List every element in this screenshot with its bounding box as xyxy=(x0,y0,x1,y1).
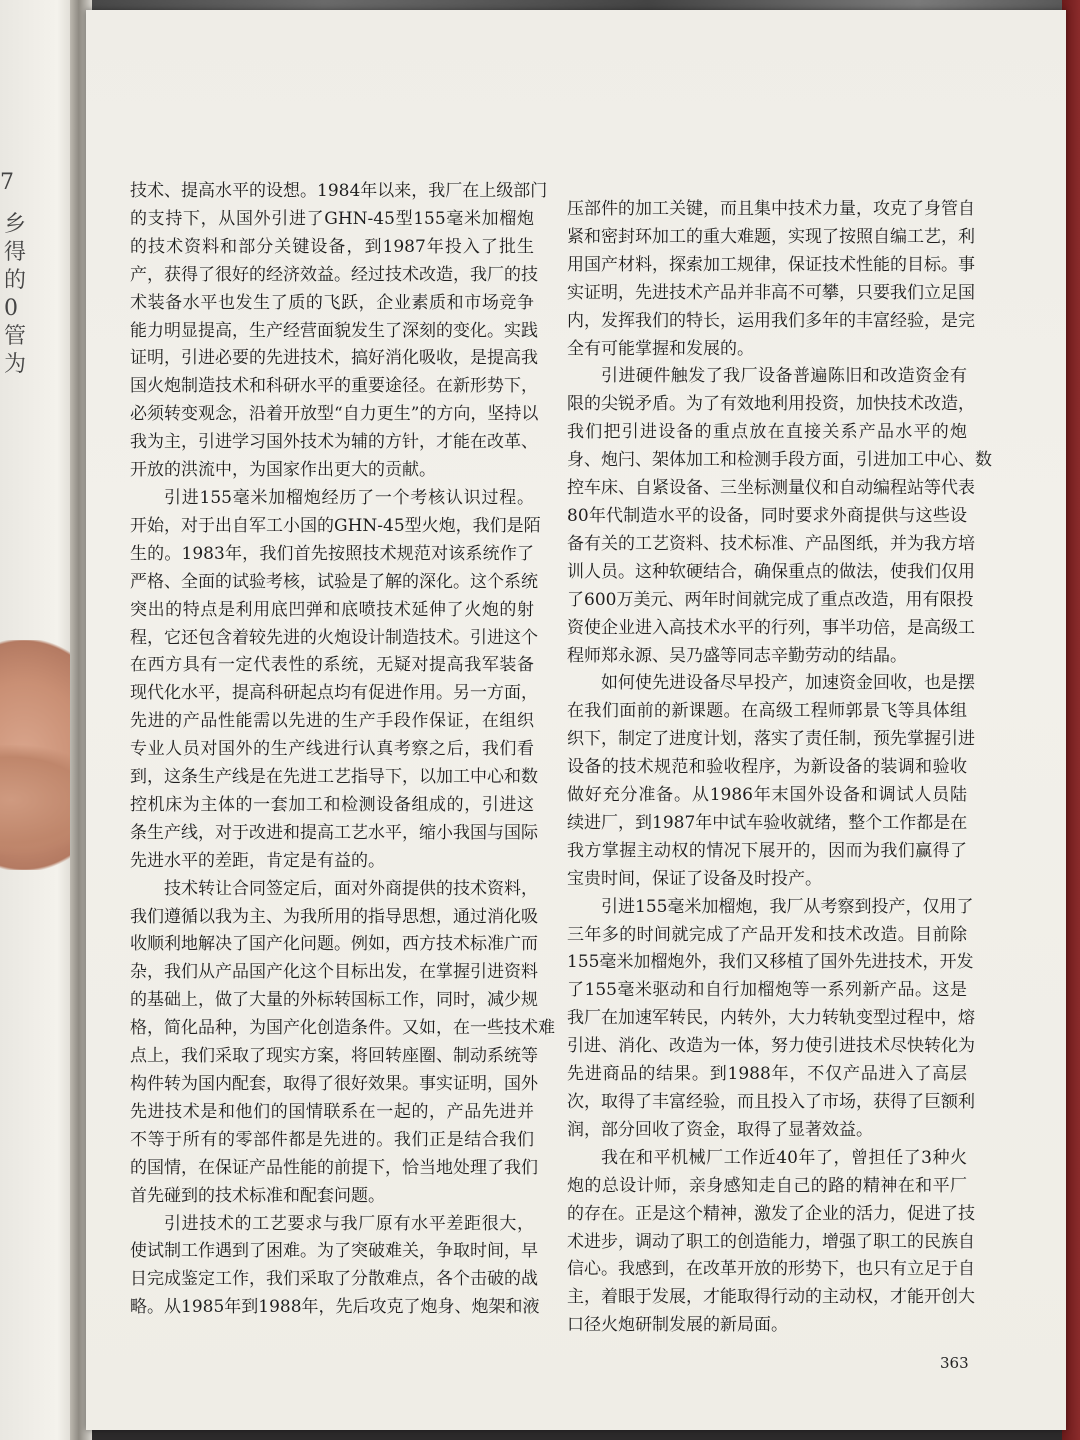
text-line: 实证明，先进技术产品并非高不可攀，只要我们立足国 xyxy=(567,282,975,303)
text-line: 的基础上，做了大量的外标转国标工作，同时，减少规 xyxy=(130,990,538,1011)
text-line: 的存在。正是这个精神，激发了企业的活力，促进了技 xyxy=(567,1203,975,1224)
text-line: 宝贵时间，保证了设备及时投产。 xyxy=(567,868,822,889)
text-line: 使试制工作遇到了困难。为了突破难关，争取时间，早 xyxy=(130,1241,538,1262)
right-text-column xyxy=(567,196,992,1340)
facing-page-glyph: 为 xyxy=(4,352,27,377)
text-line: 全有可能掌握和发展的。 xyxy=(567,338,754,359)
text-line: 训人员。这种软硬结合，确保重点的做法，使我们仅用 xyxy=(567,561,975,582)
text-line: 主，着眼于发展，才能取得行动的主动权，才能开创大 xyxy=(567,1287,975,1308)
page-number: 363 xyxy=(940,1354,969,1372)
text-line: 口径火炮研制发展的新局面。 xyxy=(567,1315,788,1336)
text-line: 的支持下，从国外引进了GHN-45型155毫米加榴炮 xyxy=(130,208,534,229)
text-line: 严格、全面的试验考核，试验是了解的深化。这个系统 xyxy=(130,571,538,592)
text-line: 设备的技术规范和验收程序，为新设备的装调和验收 xyxy=(567,757,967,778)
text-line: 引进技术的工艺要求与我厂原有水平差距很大， xyxy=(164,1213,534,1234)
facing-page-glyph: 7 xyxy=(0,170,14,195)
text-line: 资使企业进入高技术水平的行列，事半功倍，是高级工 xyxy=(567,617,975,638)
text-line: 我厂在加速军转民，内转外，大力转轨变型过程中，熔 xyxy=(567,1008,975,1029)
text-line: 证明，引进必要的先进技术，搞好消化吸收，是提高我 xyxy=(130,348,538,369)
text-line: 引进155毫米加榴炮，我厂从考察到投产，仅用了 xyxy=(601,896,974,917)
text-line: 炮的总设计师，亲身感知走自己的路的精神在和平厂 xyxy=(567,1175,967,1196)
text-line: 如何使先进设备尽早投产，加速资金回收，也是摆 xyxy=(601,673,975,694)
text-line: 点上，我们采取了现实方案，将回转座圈、制动系统等 xyxy=(130,1046,538,1067)
text-line: 在我们面前的新课题。在高级工程师郭景飞等具体组 xyxy=(567,701,967,722)
text-line: 术装备水平也发生了质的飞跃，企业素质和市场竞争 xyxy=(130,292,534,313)
text-line: 织下，制定了进度计划，落实了责任制，预先掌握引进 xyxy=(567,729,975,750)
text-line: 开放的洪流中，为国家作出更大的贡献。 xyxy=(130,460,436,481)
text-line: 次，取得了丰富经验，而且投入了市场，获得了巨额利 xyxy=(567,1092,975,1112)
text-line: 必须转变观念，沿着开放型“自力更生”的方向，坚持以 xyxy=(130,404,539,425)
text-line: 润，部分回收了资金，取得了显著效益。 xyxy=(567,1119,873,1140)
text-line: 备有关的工艺资料、技术标准、产品图纸，并为我方培 xyxy=(567,533,975,554)
text-line: 压部件的加工关键，而且集中技术力量，攻克了身管自 xyxy=(567,199,975,219)
text-line: 日完成鉴定工作，我们采取了分散难点，各个击破的战 xyxy=(130,1269,538,1290)
text-line: 构件转为国内配套，取得了很好效果。事实证明，国外 xyxy=(130,1074,538,1094)
text-line: 我在和平机械厂工作近40年了，曾担任了3种火 xyxy=(601,1147,967,1168)
text-line: 现代化水平，提高科研起点均有促进作用。另一方面， xyxy=(130,683,538,704)
text-line: 我们遵循以我为主、为我所用的指导思想，通过消化吸 xyxy=(130,906,538,927)
text-line: 限的尖锐矛盾。为了有效地利用投资，加快技术改造， xyxy=(567,394,975,415)
text-line: 不等于所有的零部件都是先进的。我们正是结合我们 xyxy=(130,1129,534,1150)
text-line: 引进、消化、改造为一体，努力使引进技术尽快转化为 xyxy=(567,1036,975,1057)
text-line: 国火炮制造技术和科研水平的重要途径。在新形势下， xyxy=(130,376,538,397)
facing-page-glyph: 的 xyxy=(4,268,27,293)
text-line: 开始，对于出自军工小国的GHN-45型火炮，我们是陌 xyxy=(130,515,541,536)
text-line: 专业人员对国外的生产线进行认真考察之后，我们看 xyxy=(130,739,534,760)
text-line: 引进155毫米加榴炮经历了一个考核认识过程。 xyxy=(164,487,534,508)
text-line: 的国情，在保证产品性能的前提下，恰当地处理了我们 xyxy=(130,1157,538,1178)
text-line: 我方掌握主动权的情况下展开的，因而为我们赢得了 xyxy=(567,840,967,861)
text-line: 我为主，引进学习国外技术为辅的方针，才能在改革、 xyxy=(130,432,538,453)
text-line: 用国产材料，探索加工规律，保证技术性能的目标。事 xyxy=(567,254,975,275)
text-line: 略。从1985年到1988年，先后攻克了炮身、炮架和液 xyxy=(130,1297,540,1318)
text-line: 先进商品的结果。到1988年，不仅产品进入了高层 xyxy=(567,1064,967,1085)
text-line: 首先碰到的技术标准和配套问题。 xyxy=(130,1185,385,1206)
text-line: 80年代制造水平的设备，同时要求外商提供与这些设 xyxy=(567,505,967,526)
text-line: 技术转让合同签定后，面对外商提供的技术资料， xyxy=(164,878,538,899)
text-line: 先进水平的差距，肯定是有益的。 xyxy=(130,850,385,871)
text-line: 生的。1983年，我们首先按照技术规范对该系统作了 xyxy=(130,543,534,564)
text-line: 程师郑永源、吴乃盛等同志辛勤劳动的结晶。 xyxy=(567,645,907,666)
text-line: 155毫米加榴炮外，我们又移植了国外先进技术，开发 xyxy=(567,952,974,973)
text-line: 我们把引进设备的重点放在直接关系产品水平的炮 xyxy=(567,422,967,443)
text-line: 术进步，调动了职工的创造能力，增强了职工的民族自 xyxy=(567,1231,975,1252)
facing-page-glyph: 得 xyxy=(4,240,27,265)
text-line: 引进硬件触发了我厂设备普遍陈旧和改造资金有 xyxy=(601,366,967,387)
left-text-column xyxy=(130,178,555,1322)
text-line: 杂，我们从产品国产化这个目标出发，在掌握引进资料 xyxy=(130,962,538,983)
text-line: 内，发挥我们的特长，运用我们多年的丰富经验，是完 xyxy=(567,310,975,331)
facing-page-glyph: 管 xyxy=(4,324,27,349)
text-line: 产，获得了很好的经济效益。经过技术改造，我厂的技 xyxy=(130,264,538,285)
facing-page-glyph: 0 xyxy=(4,296,18,321)
text-line: 紧和密封环加工的重大难题，实现了按照自编工艺，利 xyxy=(567,226,975,247)
text-line: 能力明显提高，生产经营面貌发生了深刻的变化。实践 xyxy=(130,320,538,341)
text-line: 的技术资料和部分关键设备，到1987年投入了批生 xyxy=(130,236,534,257)
text-line: 条生产线，对于改进和提高工艺水平，缩小我国与国际 xyxy=(130,822,538,843)
text-line: 身、炮闩、架体加工和检测手段方面，引进加工中心、数 xyxy=(567,450,992,471)
text-line: 三年多的时间就完成了产品开发和技术改造。目前除 xyxy=(567,924,967,945)
text-line: 续进厂，到1987年中试车验收就绪，整个工作都是在 xyxy=(567,812,968,833)
text-line: 到，这条生产线是在先进工艺指导下，以加工中心和数 xyxy=(130,767,538,788)
text-line: 信心。我感到，在改革开放的形势下，也只有立足于自 xyxy=(567,1259,975,1280)
text-line: 先进的产品性能需以先进的生产手段作保证，在组织 xyxy=(130,711,534,732)
facing-page-glyph: 乡 xyxy=(4,212,27,237)
text-line: 格，简化品种，为国产化创造条件。又如，在一些技术难 xyxy=(130,1018,555,1039)
text-line: 做好充分准备。从1986年末国外设备和调试人员陆 xyxy=(567,785,967,806)
text-line: 控机床为主体的一套加工和检测设备组成的，引进这 xyxy=(130,794,534,815)
text-line: 收顺利地解决了国产化问题。例如，西方技术标准广而 xyxy=(130,934,538,955)
text-line: 了155毫米驱动和自行加榴炮等一系列新产品。这是 xyxy=(567,980,967,1001)
text-line: 突出的特点是利用底凹弹和底喷技术延伸了火炮的射 xyxy=(130,599,534,620)
text-line: 了600万美元、两年时间就完成了重点改造，用有限投 xyxy=(567,589,974,610)
text-line: 在西方具有一定代表性的系统，无疑对提高我军装备 xyxy=(130,655,534,676)
text-line: 先进技术是和他们的国情联系在一起的，产品先进并 xyxy=(130,1101,534,1122)
text-line: 程，它还包含着较先进的火炮设计制造技术。引进这个 xyxy=(130,627,538,648)
text-line: 控车床、自紧设备、三坐标测量仪和自动编程站等代表 xyxy=(567,478,975,499)
text-line: 技术、提高水平的设想。1984年以来，我厂在上级部门 xyxy=(130,181,548,201)
